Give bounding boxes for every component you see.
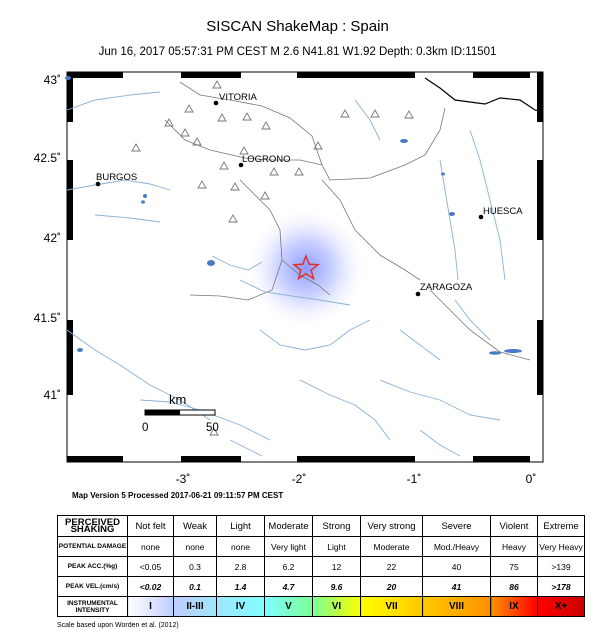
legend-header: POTENTIAL DAMAGE [58, 537, 128, 557]
intensity-cell: V [265, 597, 313, 617]
legend-cell: 0.3 [174, 557, 217, 577]
legend-cell: Light [313, 537, 361, 557]
legend-cell: 0.1 [174, 577, 217, 597]
legend-cell: Heavy [491, 537, 538, 557]
legend-cell: 40 [423, 557, 491, 577]
intensity-legend [57, 515, 585, 617]
legend-cell: 9.6 [313, 577, 361, 597]
legend-cell: 2.8 [217, 557, 265, 577]
legend-cell: Moderate [361, 537, 423, 557]
processed-info: Map Version 5 Processed 2017-06-21 09:11:57 PM CEST [72, 491, 284, 500]
legend-cell: Severe [423, 516, 491, 537]
legend-header: PEAK VEL.(cm/s) [58, 577, 128, 597]
city-label-burgos: BURGOS [96, 172, 138, 183]
scale-unit: km [169, 392, 187, 407]
legend-cell: 75 [491, 557, 538, 577]
legend-cell: Very strong [361, 516, 423, 537]
legend-cell: Mod./Heavy [423, 537, 491, 557]
intensity-cell: IX [491, 597, 538, 617]
legend-cell: none [128, 537, 174, 557]
legend-cell: 86 [491, 577, 538, 597]
lat-label: 42˚ [43, 231, 61, 245]
legend-cell: Violent [491, 516, 538, 537]
legend-cell: Very light [265, 537, 313, 557]
scale-min: 0 [142, 422, 149, 434]
legend-cell: 6.2 [265, 557, 313, 577]
map-title: SISCAN ShakeMap : Spain [206, 18, 389, 35]
legend-row-shaking [58, 516, 585, 537]
legend-header: PERCEIVED SHAKING [58, 516, 128, 537]
lat-label: 42.5˚ [33, 151, 61, 165]
legend-cell: 41 [423, 577, 491, 597]
legend-cell: >178 [538, 577, 585, 597]
scale-reference: Scale based upon Worden et al. (2012) [57, 622, 179, 629]
legend-cell: none [217, 537, 265, 557]
legend-cell: 22 [361, 557, 423, 577]
intensity-cell: II-III [174, 597, 217, 617]
legend-row-acc [58, 557, 585, 577]
lon-label: -1˚ [406, 472, 422, 486]
legend-row-intensity [58, 597, 585, 617]
legend-cell: none [174, 537, 217, 557]
city-label-zaragoza: ZARAGOZA [420, 282, 473, 293]
legend-row-vel [58, 577, 585, 597]
legend-cell: Not felt [128, 516, 174, 537]
intensity-cell: X+ [538, 597, 585, 617]
legend-cell: Strong [313, 516, 361, 537]
legend-cell: 12 [313, 557, 361, 577]
legend-cell: <0.02 [128, 577, 174, 597]
event-info: Jun 16, 2017 05:57:31 PM CEST M 2.6 N41.81 W1.92 Depth: 0.3km ID:11501 [98, 46, 497, 58]
intensity-cell: IV [217, 597, 265, 617]
legend-cell: <0.05 [128, 557, 174, 577]
lon-label: -3˚ [175, 472, 191, 486]
legend-cell: Extreme [538, 516, 585, 537]
legend-header: INSTRUMENTAL INTENSITY [58, 597, 128, 617]
city-label-logrono: LOGRONO [242, 154, 291, 165]
legend-cell: 1.4 [217, 577, 265, 597]
legend-cell: Very Heavy [538, 537, 585, 557]
city-label-huesca: HUESCA [483, 206, 523, 217]
legend-cell: >139 [538, 557, 585, 577]
intensity-cell: VIII [423, 597, 491, 617]
intensity-cell: I [128, 597, 174, 617]
lon-label: -2˚ [291, 472, 307, 486]
city-label-vitoria: VITORIA [219, 92, 257, 103]
legend-cell: 4.7 [265, 577, 313, 597]
legend-cell: 20 [361, 577, 423, 597]
scale-max: 50 [206, 422, 219, 434]
city-marker [214, 101, 219, 106]
intensity-cell: VII [361, 597, 423, 617]
lon-label: 0˚ [525, 472, 537, 486]
lat-label: 41˚ [43, 388, 61, 402]
legend-cell: Moderate [265, 516, 313, 537]
legend-cell: Weak [174, 516, 217, 537]
legend-header: PEAK ACC.(%g) [58, 557, 128, 577]
shaking-area [244, 206, 368, 330]
lat-label: 41.5˚ [33, 311, 61, 325]
legend-cell: Light [217, 516, 265, 537]
intensity-cell: VI [313, 597, 361, 617]
lat-label: 43˚ [43, 73, 61, 87]
legend-row-damage [58, 537, 585, 557]
